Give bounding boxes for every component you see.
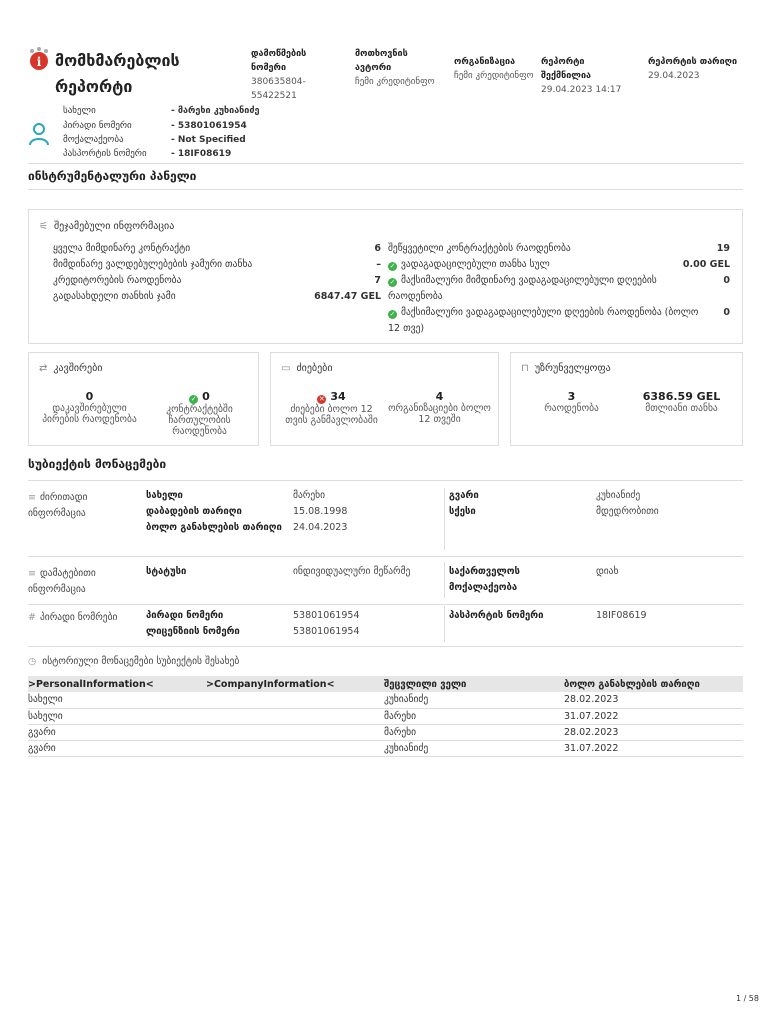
person-value: - 18IF08619 <box>171 149 232 159</box>
table-row <box>28 724 743 740</box>
table-cell: მარეხი <box>384 724 564 740</box>
table-cell <box>206 692 384 708</box>
divider <box>28 604 743 605</box>
table-cell: 31.07.2022 <box>564 740 743 756</box>
chart-icon: ⚟ <box>39 221 48 232</box>
summary-label: მაქსიმალური ვადაგადაცილებული დღეების რაოდენობა (ბოლო 12 თვე) <box>388 307 699 334</box>
license-value: 53801061954 <box>293 626 360 637</box>
table-cell: გვარი <box>28 724 206 740</box>
links-panel <box>28 352 259 446</box>
stat-label: კონტრაქტებში ჩართულობის რაოდენობა <box>166 404 233 437</box>
summary-label: მაქსიმალური მიმდინარე ვადაგადაცილებული დღეების რაოდენობა <box>388 275 657 302</box>
summary-row <box>53 241 381 257</box>
summary-label: გადასახდელი თანხის ჯამი <box>53 291 176 302</box>
table-cell: სახელი <box>28 708 206 724</box>
header-label: დამოწმების ნომერი <box>251 49 307 73</box>
table-row <box>28 708 743 724</box>
header-label: რეპორტის თარიღი <box>648 57 738 67</box>
subject-ids-category <box>28 610 138 626</box>
summary-value: 19 <box>716 243 730 254</box>
summary-value: 0 <box>723 275 730 286</box>
header-value: 29.04.2023 <box>648 71 700 81</box>
table-cell: 28.02.2023 <box>564 692 743 708</box>
column-header: >PersonalInformation< <box>28 676 206 692</box>
link-icon: ⇄ <box>39 363 48 374</box>
divider <box>28 189 743 190</box>
queries-title-text: ძიებები <box>296 363 333 374</box>
stat-value: 0 <box>202 390 210 403</box>
creditinfo-logo-icon <box>28 47 50 73</box>
error-icon: ✕ <box>318 395 325 403</box>
summary-row <box>388 257 730 273</box>
subject-main-category <box>28 490 138 522</box>
table-row <box>28 740 743 756</box>
name-value: მარეხი <box>293 490 326 501</box>
divider <box>28 163 743 164</box>
table-header-row <box>28 676 743 692</box>
person-value: - მარეხი კუხიანიძე <box>171 106 260 116</box>
summary-value: 0.00 GEL <box>682 259 730 270</box>
column-divider <box>444 606 445 642</box>
table-cell: 28.02.2023 <box>564 724 743 740</box>
header-value: 380635804-55422521 <box>251 77 306 101</box>
person-label: პირადი ნომერი <box>63 121 132 131</box>
check-icon: ✓ <box>389 262 396 270</box>
summary-row <box>388 305 730 337</box>
stat-label: მთლიანი თანხა <box>645 403 718 414</box>
hash-icon: # <box>28 612 36 623</box>
lock-icon: ⊓ <box>521 363 529 374</box>
header-organization <box>454 55 534 83</box>
gender-value: მდედრობითი <box>596 506 659 517</box>
summary-value: 6847.47 GEL <box>314 291 381 302</box>
links-title-text: კავშირები <box>53 363 103 374</box>
table-cell <box>206 708 384 724</box>
header-report-created <box>541 55 636 97</box>
table-cell <box>206 724 384 740</box>
passport-value: 18IF08619 <box>596 610 647 621</box>
person-label: პასპორტის ნომერი <box>63 149 147 159</box>
check-icon: ✓ <box>190 395 197 403</box>
table-cell: გვარი <box>28 740 206 756</box>
person-row-passport <box>63 147 232 161</box>
license-label: ლიცენზიის ნომერი <box>146 626 240 637</box>
column-header: ბოლო განახლების თარიღი <box>564 676 743 692</box>
summary-value: – <box>376 259 381 270</box>
table-cell: მარეხი <box>384 708 564 724</box>
passport-label: პასპორტის ნომერი <box>449 610 544 621</box>
person-row-name <box>63 104 260 118</box>
status-value: ინდივიდუალური მეწარმე <box>293 566 411 577</box>
table-cell: 31.07.2022 <box>564 708 743 724</box>
column-divider <box>444 488 445 550</box>
list-icon: ≡ <box>28 568 36 579</box>
header-value: ჩემი კრედიტინფო <box>355 77 435 87</box>
header-value: ჩემი კრედიტინფო <box>454 71 534 81</box>
table-cell: კუხიანიძე <box>384 692 564 708</box>
citizenship-label: საქართველოს მოქალაქეობა <box>449 566 520 593</box>
links-stat <box>147 390 252 437</box>
summary-panel <box>28 209 743 344</box>
stat-value: 0 <box>85 390 94 403</box>
history-title-text: ისტორიული მონაცემები სუბიექტის შესახებ <box>42 656 240 667</box>
report-title-line1: მომხმარებლის <box>55 51 180 70</box>
status-label: სტატუსი <box>146 566 187 577</box>
divider <box>28 556 743 557</box>
queries-stat <box>279 390 384 426</box>
header-request-author <box>355 47 435 89</box>
summary-row <box>388 273 730 305</box>
dob-value: 15.08.1998 <box>293 506 348 517</box>
collateral-panel <box>510 352 743 446</box>
summary-label: ყველა მიმდინარე კონტრაქტი <box>53 243 191 254</box>
person-value: - 53801061954 <box>171 121 247 131</box>
chat-icon: ▭ <box>281 363 291 374</box>
summary-label: შეწყვეტილი კონტრაქტების რაოდენობა <box>388 243 571 254</box>
collateral-stat <box>629 390 734 414</box>
stat-label: ორგანიზაციები ბოლო 12 თვეში <box>388 403 491 425</box>
person-row-citizenship <box>63 133 246 147</box>
header-value: 29.04.2023 14:17 <box>541 85 622 95</box>
personal-id-value: 53801061954 <box>293 610 360 621</box>
queries-stat <box>387 390 492 425</box>
stat-value: 34 <box>330 390 346 403</box>
summary-row <box>53 273 381 289</box>
summary-value: 0 <box>723 307 730 318</box>
updated-value: 24.04.2023 <box>293 522 348 533</box>
list-icon: ≡ <box>28 492 36 503</box>
queries-panel <box>270 352 499 446</box>
history-table <box>28 676 743 757</box>
links-stat <box>37 390 142 425</box>
queries-title <box>281 363 333 374</box>
table-cell: სახელი <box>28 692 206 708</box>
name-label: სახელი <box>146 490 183 501</box>
table-cell <box>206 740 384 756</box>
summary-row <box>388 241 730 257</box>
surname-value: კუხიანიძე <box>596 490 641 501</box>
summary-row <box>53 257 381 273</box>
category-label: ძირითადი ინფორმაცია <box>28 492 88 519</box>
table-cell: კუხიანიძე <box>384 740 564 756</box>
divider <box>28 480 743 481</box>
history-title <box>28 656 239 667</box>
column-divider <box>444 562 445 598</box>
header-label: ორგანიზაცია <box>454 57 516 67</box>
person-value: - Not Specified <box>171 135 246 145</box>
header-verification-number <box>251 47 336 103</box>
personal-id-label: პირადი ნომერი <box>146 610 224 621</box>
collateral-stat <box>519 390 624 414</box>
dob-label: დაბადების თარიღი <box>146 506 242 517</box>
stat-value: 3 <box>567 390 576 403</box>
subject-extra-category <box>28 566 138 598</box>
collateral-title <box>521 363 611 374</box>
category-label: დამატებითი ინფორმაცია <box>28 568 96 595</box>
summary-label: კრედიტორების რაოდენობა <box>53 275 182 286</box>
check-icon: ✓ <box>389 278 396 286</box>
collateral-title-text: უზრუნველყოფა <box>534 363 611 374</box>
summary-label: მიმდინარე ვალდებულებების ჯამური თანხა <box>53 259 253 270</box>
check-icon: ✓ <box>389 310 396 318</box>
person-row-id <box>63 119 247 133</box>
summary-title <box>39 221 174 232</box>
updated-label: ბოლო განახლების თარიღი <box>146 522 282 533</box>
dashboard-title: ინსტრუმენტალური პანელი <box>28 169 197 183</box>
surname-label: გვარი <box>449 490 479 501</box>
history-icon: ◷ <box>28 656 37 667</box>
header-report-date <box>648 55 738 83</box>
report-title <box>55 48 215 100</box>
summary-label: ვადაგადაცილებული თანხა სულ <box>401 259 550 270</box>
summary-title-text: შეჯამებული ინფორმაცია <box>53 221 175 232</box>
table-row <box>28 692 743 708</box>
header-label: მოთხოვნის ავტორი <box>355 49 408 73</box>
stat-label: დაკავშირებული პირების რაოდენობა <box>42 403 137 425</box>
svg-text:i: i <box>36 55 42 69</box>
stat-label: რაოდენობა <box>544 403 599 414</box>
summary-row <box>53 289 381 305</box>
stat-label: ძიებები ბოლო 12 თვის განმავლობაში <box>285 404 378 426</box>
stat-value: 6386.59 GEL <box>642 390 721 403</box>
report-title-line2: რეპორტი <box>55 77 133 96</box>
category-label: პირადი ნომრები <box>39 612 118 623</box>
citizenship-value: დიახ <box>596 566 619 577</box>
page-number: 1 / 58 <box>735 994 759 1003</box>
summary-value: 6 <box>374 243 381 254</box>
person-label: სახელი <box>63 106 96 116</box>
gender-label: სქესი <box>449 506 476 517</box>
column-header: შეცვლილი ველი <box>384 676 564 692</box>
stat-value: 4 <box>435 390 444 403</box>
header-label: რეპორტი შექმნილია <box>541 57 592 81</box>
subject-title: სუბიექტის მონაცემები <box>28 457 167 471</box>
person-label: მოქალაქეობა <box>63 135 124 145</box>
person-icon <box>28 121 50 147</box>
divider <box>28 646 743 647</box>
column-header: >CompanyInformation< <box>206 676 384 692</box>
links-title <box>39 363 102 374</box>
summary-value: 7 <box>374 275 381 286</box>
